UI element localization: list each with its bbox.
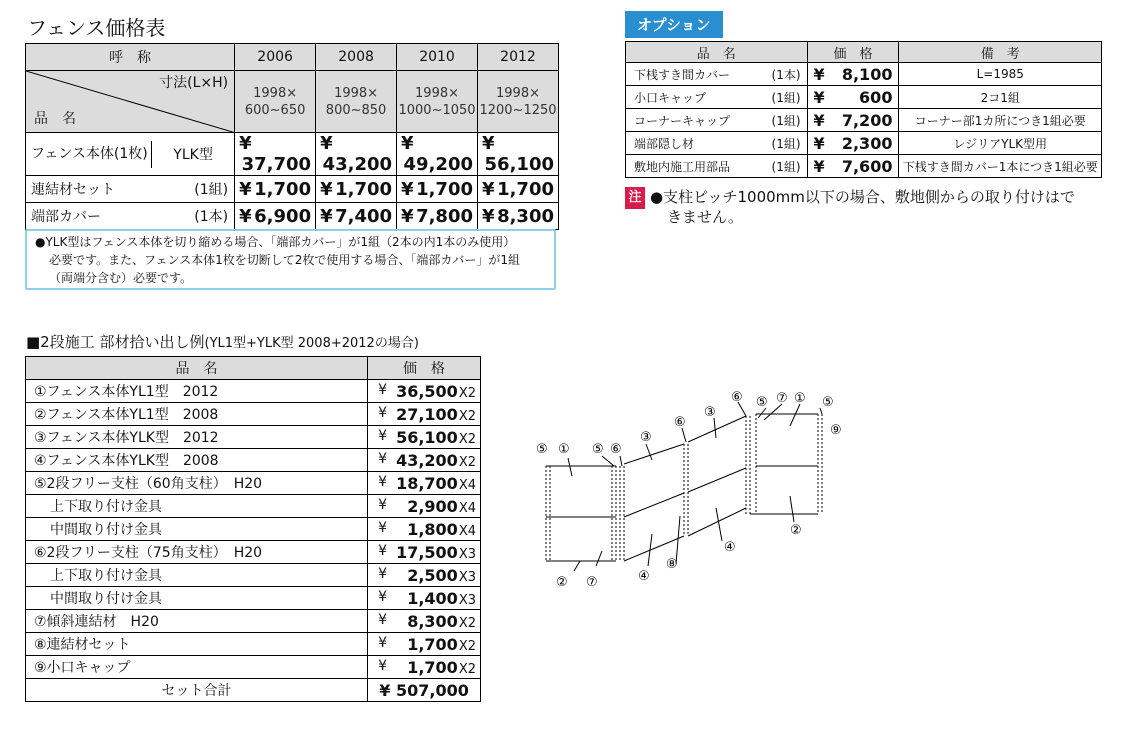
- tier-row: [26, 541, 481, 564]
- tier-item-name: ⑤2段フリー支柱（60角支柱） H20: [26, 472, 368, 495]
- option-row: [626, 86, 1102, 109]
- diagram-label: ②: [556, 575, 568, 590]
- price-cell: ¥ 8,300: [478, 203, 559, 230]
- diagram-label: ⑤: [592, 442, 604, 457]
- tier-item-name: 中間取り付け金具: [26, 587, 368, 610]
- price-cell: ¥ 7,800: [397, 203, 478, 230]
- tier-item-name: 上下取り付け金具: [26, 495, 368, 518]
- tier-item-name: ③フェンス本体YLK型 2012: [26, 426, 368, 449]
- tier-row: [26, 380, 481, 403]
- tier-header-price: 価 格: [368, 357, 481, 380]
- option-row: [626, 155, 1102, 178]
- note-box: [25, 229, 556, 290]
- option-price: ¥ 7,600: [807, 155, 899, 178]
- tier-item-name: ①フェンス本体YL1型 2012: [26, 380, 368, 403]
- row-name-cell: 端部カバー (1本): [26, 203, 235, 230]
- tier-item-price: ¥ 1,700X2: [368, 633, 481, 656]
- price-cell: ¥ 37,700: [235, 133, 316, 176]
- price-cell: ¥ 7,400: [316, 203, 397, 230]
- tier-row: [26, 495, 481, 518]
- diagram-label: ①: [794, 391, 806, 406]
- tier-item-price: ¥ 36,500X2: [368, 380, 481, 403]
- diagram-label: ⑨: [830, 423, 842, 438]
- price-cell: ¥ 1,700: [316, 176, 397, 203]
- tier-item-price: ¥ 18,700X4: [368, 472, 481, 495]
- dimension-cell: 1998× 800~850: [316, 71, 397, 133]
- price-cell: ¥ 56,100: [478, 133, 559, 176]
- diagram-label: ③: [640, 430, 652, 445]
- dimension-label: 寸法(L×H): [159, 75, 229, 91]
- opt-header-price: 価 格: [807, 42, 899, 63]
- tier-item-name: 上下取り付け金具: [26, 564, 368, 587]
- tier-row: [26, 403, 481, 426]
- tier-item-price: ¥ 43,200X2: [368, 449, 481, 472]
- note-line: 必要です。また、フェンス本体1枚を切断して2枚で使用する場合、「端部カバー」が1組: [49, 253, 520, 267]
- tier-row: [26, 518, 481, 541]
- price-cell: ¥ 1,700: [397, 176, 478, 203]
- option-note: コーナー部1カ所につき1組必要: [899, 109, 1102, 132]
- tier-item-price: ¥ 1,700X2: [368, 656, 481, 679]
- tier-item-price: ¥ 8,300X2: [368, 610, 481, 633]
- price-cell: ¥ 1,700: [478, 176, 559, 203]
- row-name-cell: 連結材セット (1組): [26, 176, 235, 203]
- tier-item-name: ⑨小口キャップ: [26, 656, 368, 679]
- price-cell: ¥ 6,900: [235, 203, 316, 230]
- option-name: 小口キャップ (1組): [626, 86, 808, 109]
- option-row: [626, 109, 1102, 132]
- tier-row: [26, 449, 481, 472]
- option-price: ¥ 600: [807, 86, 899, 109]
- option-row: [626, 63, 1102, 86]
- caution-badge: 注: [625, 187, 645, 209]
- diagram-label: ⑥: [731, 390, 743, 405]
- price-cell: ¥ 43,200: [316, 133, 397, 176]
- option-name: 敷地内施工用部品 (1組): [626, 155, 808, 178]
- tier-item-price: ¥ 2,500X3: [368, 564, 481, 587]
- price-table: [25, 43, 559, 230]
- note-line: （両端分含む）必要です。: [49, 271, 193, 285]
- header-col: 2008: [316, 44, 397, 71]
- tier-item-name: ⑧連結材セット: [26, 633, 368, 656]
- tier-item-price: ¥ 56,100X2: [368, 426, 481, 449]
- option-price: ¥ 2,300: [807, 132, 899, 155]
- row-name-cell: [26, 133, 235, 176]
- dimension-cell: 1998× 1000~1050: [397, 71, 478, 133]
- diagram-label: ④: [638, 569, 650, 584]
- tier-item-name: ②フェンス本体YL1型 2008: [26, 403, 368, 426]
- diagonal-header-cell: [26, 71, 235, 133]
- tier-item-price: ¥ 1,800X4: [368, 518, 481, 541]
- diagram-label: ⑧: [666, 557, 678, 572]
- tier-row: [26, 426, 481, 449]
- option-price: ¥ 7,200: [807, 109, 899, 132]
- option-note: L=1985: [899, 63, 1102, 86]
- tier-row: [26, 656, 481, 679]
- tier-item-price: ¥ 27,100X2: [368, 403, 481, 426]
- diagram-label: ⑥: [610, 442, 622, 457]
- price-cell: ¥ 49,200: [397, 133, 478, 176]
- option-name: コーナーキャップ (1組): [626, 109, 808, 132]
- option-note: 下桟すき間カバー1本につき1組必要: [899, 155, 1102, 178]
- two-tier-title: ■2段施工 部材拾い出し例(YL1型+YLK型 2008+2012の場合): [26, 333, 419, 351]
- tier-row: [26, 564, 481, 587]
- option-note: 2コ1組: [899, 86, 1102, 109]
- total-label: セット合計: [26, 679, 368, 702]
- fence-diagram: [528, 386, 858, 596]
- header-col: 2012: [478, 44, 559, 71]
- price-table-title: フェンス価格表: [27, 16, 166, 40]
- diagram-label: ⑦: [776, 391, 788, 406]
- option-name: 下桟すき間カバー (1本): [626, 63, 808, 86]
- options-table: [625, 41, 1102, 178]
- tier-item-name: ⑦傾斜連結材 H20: [26, 610, 368, 633]
- diagram-label: ⑥: [674, 415, 686, 430]
- tier-item-name: 中間取り付け金具: [26, 518, 368, 541]
- item-name-label: 品 名: [34, 111, 76, 127]
- option-note: レジリアYLK型用: [899, 132, 1102, 155]
- caution-line: きません。: [667, 208, 743, 226]
- opt-header-note: 備 考: [899, 42, 1102, 63]
- tier-row: [26, 633, 481, 656]
- diagram-label: ④: [724, 540, 736, 555]
- caution-text: [650, 187, 1110, 227]
- row-name: フェンス本体(1枚): [26, 141, 152, 168]
- row-type: YLK型: [173, 147, 213, 163]
- diagram-label: ①: [558, 442, 570, 457]
- tier-row: [26, 610, 481, 633]
- tier-item-name: ④フェンス本体YLK型 2008: [26, 449, 368, 472]
- note-line: ●YLK型はフェンス本体を切り縮める場合、「端部カバー」が1組（2本の内1本のみ使用）: [35, 235, 516, 249]
- header-col: 2006: [235, 44, 316, 71]
- diagram-label: ⑤: [756, 395, 768, 410]
- dimension-cell: 1998× 1200~1250: [478, 71, 559, 133]
- two-tier-table: [25, 356, 481, 702]
- diagram-label: ⑤: [822, 395, 834, 410]
- tier-item-name: ⑥2段フリー支柱（75角支柱） H20: [26, 541, 368, 564]
- header-label: 呼 称: [26, 44, 235, 71]
- diagram-label: ③: [704, 405, 716, 420]
- option-price: ¥ 8,100: [807, 63, 899, 86]
- header-col: 2010: [397, 44, 478, 71]
- tier-row: [26, 472, 481, 495]
- tier-item-price: ¥ 1,400X3: [368, 587, 481, 610]
- options-badge: オプション: [625, 11, 723, 38]
- total-value: ¥ 507,000: [368, 679, 481, 702]
- tier-header-name: 品 名: [26, 357, 368, 380]
- price-cell: ¥ 1,700: [235, 176, 316, 203]
- caution-line: ●支柱ピッチ1000mm以下の場合、敷地側からの取り付けはで: [650, 188, 1075, 206]
- tier-row: [26, 587, 481, 610]
- option-name: 端部隠し材 (1組): [626, 132, 808, 155]
- opt-header-name: 品 名: [626, 42, 808, 63]
- option-row: [626, 132, 1102, 155]
- diagram-label: ⑦: [586, 575, 598, 590]
- tier-item-price: ¥ 2,900X4: [368, 495, 481, 518]
- diagram-label: ②: [790, 523, 802, 538]
- tier-item-price: ¥ 17,500X3: [368, 541, 481, 564]
- diagram-label: ⑤: [536, 442, 548, 457]
- dimension-cell: 1998× 600~650: [235, 71, 316, 133]
